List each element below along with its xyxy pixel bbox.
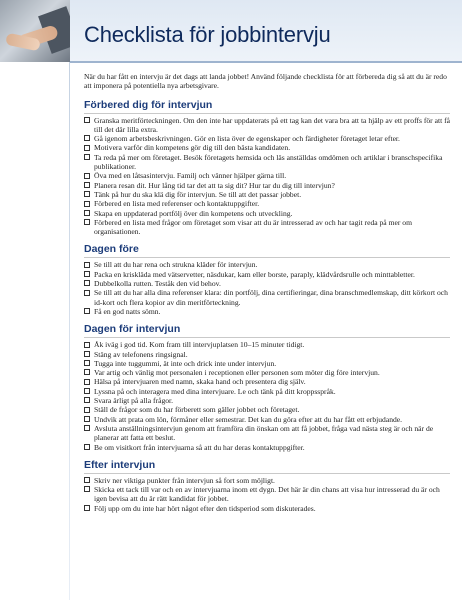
intro-paragraph: När du har fått en intervju är det dags att landa jobbet! Använd följande checklista för att förbereda dig så att du är redo att imponera på potentiella nya arbetsgivare. bbox=[84, 72, 447, 91]
checklist-item-text: Se till att du har alla dina referenser klara: din portfölj, dina certifieringar, dina branschmedlemskap, ditt körkort och id-kort och flera kopior av din meritförteckning. bbox=[94, 288, 448, 307]
checkbox-icon[interactable] bbox=[84, 308, 90, 314]
checkbox-icon[interactable] bbox=[84, 191, 90, 197]
checkbox-icon[interactable] bbox=[84, 173, 90, 179]
checklist-item-text: Motivera varför din kompetens gör dig till den bästa kandidaten. bbox=[94, 143, 291, 153]
checklist-item-text: Var artig och vänlig mot personalen i receptionen eller personen som möter dig före intervjun. bbox=[94, 368, 380, 378]
checkbox-icon[interactable] bbox=[84, 135, 90, 141]
checklist-item-text: Tänk på hur du ska klä dig för intervjun. Se till att det passar jobbet. bbox=[94, 189, 302, 199]
checklist-item bbox=[84, 476, 450, 485]
checkbox-icon[interactable] bbox=[84, 407, 90, 413]
checklist-items bbox=[84, 116, 450, 237]
checkbox-icon[interactable] bbox=[84, 154, 90, 160]
checklist-item-text: Ställ de frågor som du har förberett som gäller jobbet och företaget. bbox=[94, 405, 300, 415]
checklist-item bbox=[84, 415, 450, 424]
checklist-item bbox=[84, 368, 450, 377]
checkbox-icon[interactable] bbox=[84, 416, 90, 422]
checklist-item bbox=[84, 387, 450, 396]
section-heading: Förbered dig för intervjun bbox=[84, 99, 450, 114]
checkbox-icon[interactable] bbox=[84, 182, 90, 188]
checklist-section bbox=[84, 243, 450, 316]
checklist-item bbox=[84, 209, 450, 218]
section-heading: Efter intervjun bbox=[84, 459, 450, 474]
checklist-item-text: Stäng av telefonens ringsignal. bbox=[94, 349, 188, 359]
checklist-item-text: Förbered en lista med frågor om företaget som visar att du är intresserad av och har tagit reda på mer om organisationen. bbox=[94, 217, 412, 237]
checklist-item bbox=[84, 153, 450, 172]
checklist-item bbox=[84, 134, 450, 143]
checklist-section bbox=[84, 459, 450, 513]
checklist-item-text: Be om visitkort från intervjuarna så att du har deras kontaktuppgifter. bbox=[94, 442, 305, 452]
checklist-item-text: Skicka ett tack till var och en av intervjuarna inom ett dygn. Det här är din chans att visa hur intresserad du är och igen bevisa att du är rätt kandidat för jobbet. bbox=[94, 485, 440, 504]
checkbox-icon[interactable] bbox=[84, 201, 90, 207]
checklist-item bbox=[84, 350, 450, 359]
checklist-item-text: Se till att du har rena och strukna kläder för intervjun. bbox=[94, 260, 258, 270]
checklist-item-text: Hälsa på intervjuaren med namn, skaka hand och presentera dig själv. bbox=[94, 377, 306, 387]
checkbox-icon[interactable] bbox=[84, 262, 90, 268]
checkbox-icon[interactable] bbox=[84, 388, 90, 394]
checkbox-icon[interactable] bbox=[84, 477, 90, 483]
page-title: Checklista för jobbintervju bbox=[84, 22, 331, 47]
checkbox-icon[interactable] bbox=[84, 486, 90, 492]
checklist-item bbox=[84, 359, 450, 368]
checkbox-icon[interactable] bbox=[84, 505, 90, 511]
checkbox-icon[interactable] bbox=[84, 342, 90, 348]
checklist-item-text: Skapa en uppdaterad portfölj över din kompetens och utveckling. bbox=[94, 208, 293, 218]
checklist-item bbox=[84, 199, 450, 208]
checkbox-icon[interactable] bbox=[84, 145, 90, 151]
checklist-item bbox=[84, 260, 450, 269]
checkbox-icon[interactable] bbox=[84, 219, 90, 225]
checklist-item bbox=[84, 340, 450, 349]
left-margin-rule bbox=[69, 62, 70, 600]
checklist-item bbox=[84, 279, 450, 288]
checkbox-icon[interactable] bbox=[84, 369, 90, 375]
checklist-item-text: Planera resan dit. Hur lång tid tar det att ta sig dit? Hur tar du dig till intervjun? bbox=[94, 180, 335, 190]
checklist-item-text: Gå igenom arbetsbeskrivningen. Gör en lista över de egenskaper och färdigheter företaget letar efter. bbox=[94, 134, 400, 144]
checklist-item bbox=[84, 504, 450, 513]
checkbox-icon[interactable] bbox=[84, 379, 90, 385]
checkbox-icon[interactable] bbox=[84, 210, 90, 216]
checkbox-icon[interactable] bbox=[84, 117, 90, 123]
checkbox-icon[interactable] bbox=[84, 425, 90, 431]
checkbox-icon[interactable] bbox=[84, 397, 90, 403]
checklist-item-text: Tugga inte tuggummi, ät inte och drick inte under intervjun. bbox=[94, 358, 277, 368]
checklist-item-text: Följ upp om du inte har hört något efter den tidsperiod som diskuterades. bbox=[94, 503, 316, 513]
checklist-item bbox=[84, 424, 450, 443]
checklist-item bbox=[84, 288, 450, 307]
checklist-item bbox=[84, 377, 450, 386]
checklist-item bbox=[84, 116, 450, 135]
checklist-item bbox=[84, 307, 450, 316]
checklist-item-text: Avsluta anställningsintervjun genom att framföra din önskan om att få jobbet, fråga vad nästa steg är och när de planerar att fatta ett beslut. bbox=[94, 423, 434, 443]
header-divider bbox=[70, 61, 462, 63]
section-heading: Dagen före bbox=[84, 243, 450, 258]
checklist-item-text: Öva med en låtsasintervju. Familj och vänner hjälper gärna till. bbox=[94, 171, 287, 181]
checklist-item-text: Undvik att prata om lön, förmåner eller semestrar. Det kan du göra efter att du har fått ett erbjudande. bbox=[94, 414, 403, 424]
checklist-item-text: Lyssna på och interagera med dina intervjuare. Le och tänk på ditt kroppsspråk. bbox=[94, 386, 336, 396]
checkbox-icon[interactable] bbox=[84, 351, 90, 357]
checkbox-icon[interactable] bbox=[84, 271, 90, 277]
checklist-items bbox=[84, 340, 450, 452]
checklist-item bbox=[84, 405, 450, 414]
checklist-item-text: Skriv ner viktiga punkter från intervjun så fort som möjligt. bbox=[94, 475, 275, 485]
checklist-item-text: Svara ärligt på alla frågor. bbox=[94, 396, 174, 406]
checklist-item-text: Dubbelkolla rutten. Teståk den vid behov. bbox=[94, 279, 221, 289]
checklist-item-text: Packa en kriskläda med vätservetter, näsdukar, kam eller borste, paraply, klädvårdsrulle och minttabletter. bbox=[94, 269, 415, 279]
checklist-sections bbox=[84, 99, 450, 513]
checklist-section bbox=[84, 99, 450, 237]
checklist-item-text: Granska meritförteckningen. Om den inte har uppdaterats på ett tag kan det vara bra att ta hjälp av ett proffs för att få till det där lilla extra. bbox=[94, 115, 450, 134]
checkbox-icon[interactable] bbox=[84, 444, 90, 450]
checklist-items bbox=[84, 260, 450, 316]
checklist-item bbox=[84, 143, 450, 152]
checklist-item-text: Åk iväg i god tid. Kom fram till intervjuplatsen 10–15 minuter tidigt. bbox=[94, 340, 305, 350]
checklist-item bbox=[84, 190, 450, 199]
checklist-item-text: Få en god natts sömn. bbox=[94, 306, 161, 316]
document-body bbox=[84, 72, 450, 520]
checkbox-icon[interactable] bbox=[84, 360, 90, 366]
checklist-items bbox=[84, 476, 450, 513]
checklist-item bbox=[84, 171, 450, 180]
checklist-item-text: Förbered en lista med referenser och kontaktuppgifter. bbox=[94, 199, 260, 209]
checklist-item bbox=[84, 218, 450, 237]
checkbox-icon[interactable] bbox=[84, 290, 90, 296]
checklist-item bbox=[84, 181, 450, 190]
checklist-item bbox=[84, 270, 450, 279]
checkbox-icon[interactable] bbox=[84, 280, 90, 286]
checklist-section bbox=[84, 323, 450, 452]
checklist-item bbox=[84, 443, 450, 452]
handshake-photo bbox=[0, 0, 70, 62]
checklist-item bbox=[84, 485, 450, 504]
checklist-item-text: Ta reda på mer om företaget. Besök företagets hemsida och läs anställdas omdömen och artiklar i branschspecifika publikationer. bbox=[94, 152, 443, 172]
checklist-item bbox=[84, 396, 450, 405]
section-heading: Dagen för intervjun bbox=[84, 323, 450, 338]
